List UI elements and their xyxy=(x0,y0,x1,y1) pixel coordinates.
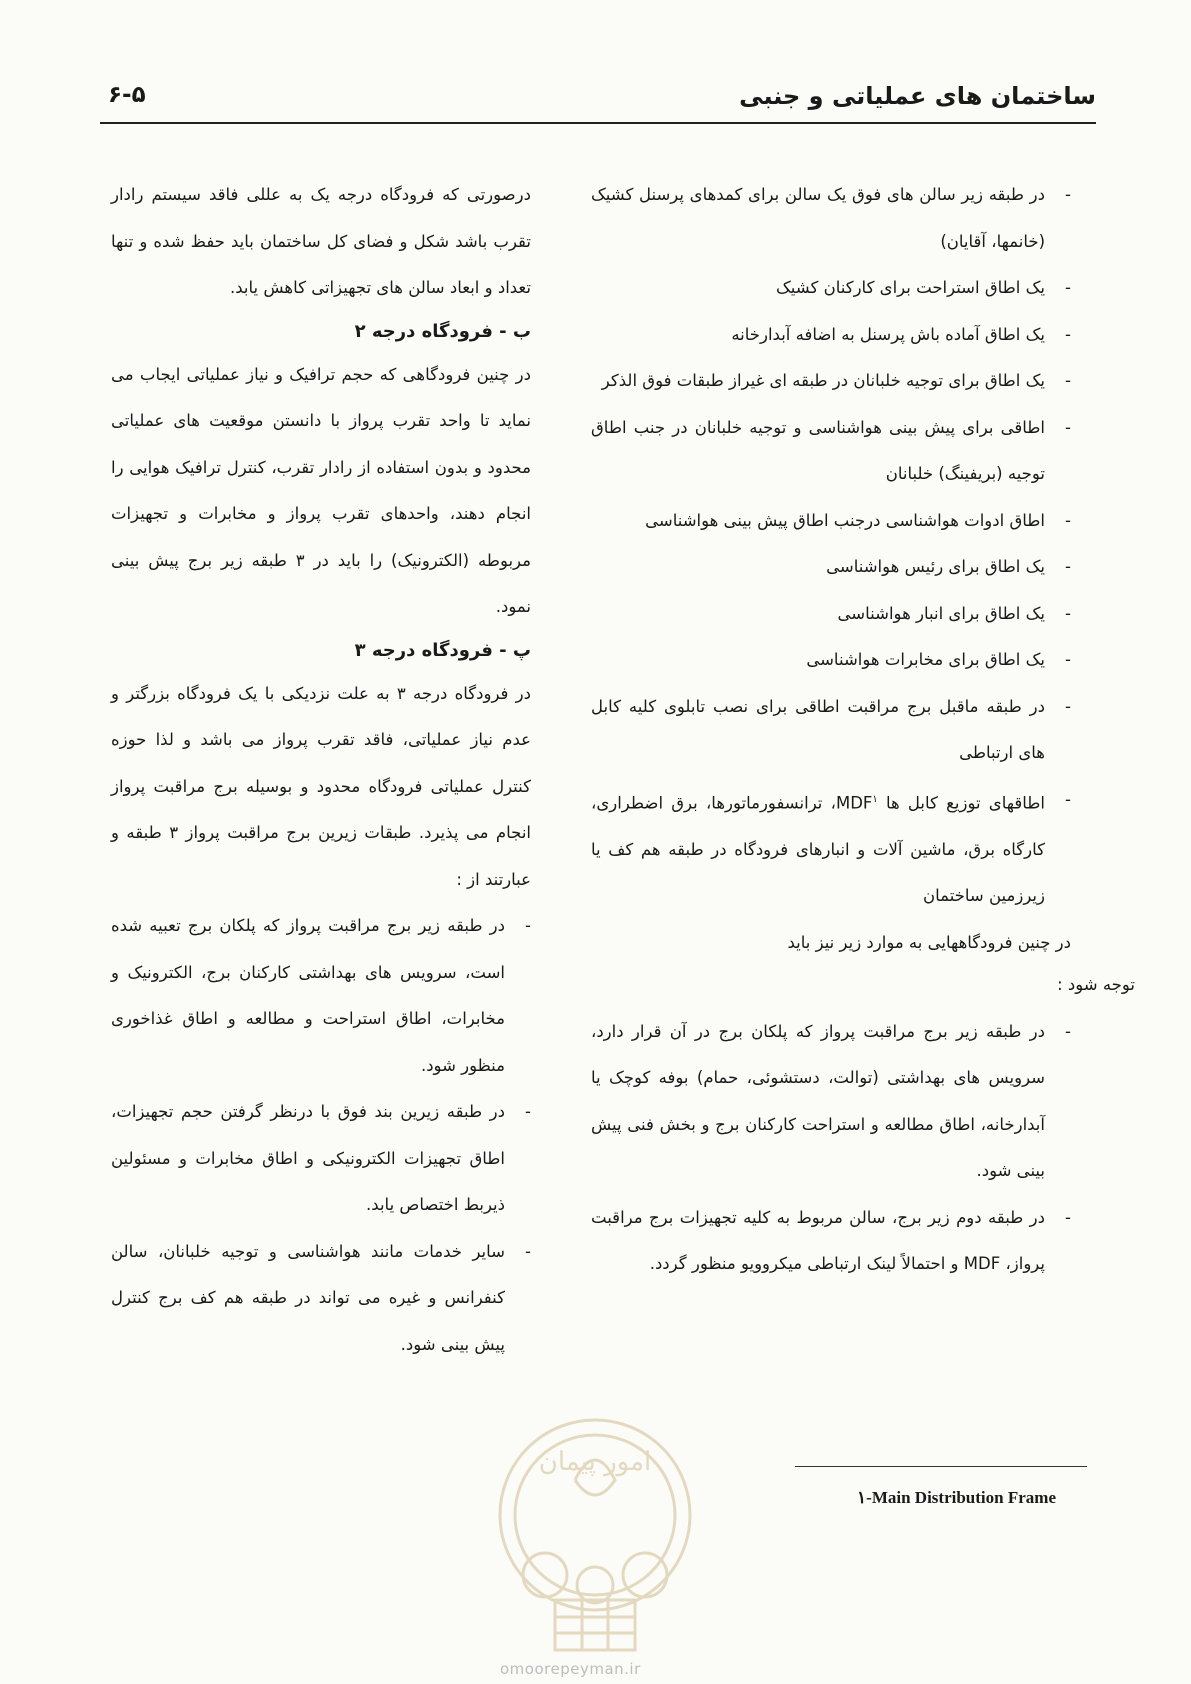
page-header xyxy=(100,78,1096,124)
list-item: - در طبقه ماقبل برج مراقبت اطاقی برای نصب تابلوی کلیه کابل های ارتباطی xyxy=(591,684,1071,777)
list-item: - یک اطاق برای مخابرات هواشناسی xyxy=(591,637,1071,684)
list-item: - اطاقی برای پیش بینی هواشناسی و توجیه خلبانان در جنب اطاق توجیه (بریفینگ) خلبانان xyxy=(591,405,1071,498)
chapter-title: ساختمان های عملیاتی و جنبی xyxy=(739,82,1096,110)
list-item: - در طبقه زیر برج مراقبت پرواز که پلکان برج تعبیه شده است، سرویس های بهداشتی کارکنان برج، الکترونیک و مخابرات، اطاق استراحت و مطالعه و اطاق غذاخوری منظور شود. xyxy=(111,903,531,1089)
list-item: - در طبقه دوم زیر برج، سالن مربوط به کلیه تجهیزات برج مراقبت پرواز، MDF و احتمالاً لینک ارتباطی میکروویو منظور گردد. xyxy=(591,1195,1071,1288)
section-heading: پ - فرودگاه درجه ۳ xyxy=(354,639,531,661)
list-item: - در طبقه زیر برج مراقبت پرواز که پلکان برج در آن قرار دارد، سرویس های بهداشتی (توالت، دستشوئی، حمام) بوفه کوچک یا آبدارخانه، اطاق مطالعه و استراحت کارکنان برج و بخش فنی پیش بینی شود. xyxy=(591,1009,1071,1195)
watermark-seal-text: امور پیمان xyxy=(538,1447,652,1477)
list-item: - اطاق ادوات هواشناسی درجنب اطاق پیش بینی هواشناسی xyxy=(591,498,1071,545)
list-item: - یک اطاق برای انبار هواشناسی xyxy=(591,591,1071,638)
mdf-text-after: ، ترانسفورماتورها، برق اضطراری، کارگاه برق، ماشین آلات و انبارهای فرودگاه در طبقه هم کف یا زیرزمین ساختمان xyxy=(591,793,1045,905)
right-column xyxy=(591,172,1135,1288)
watermark-url: omoorepeyman.ir xyxy=(500,1660,641,1678)
footnote-divider xyxy=(795,1466,1087,1467)
page-number: ۶-۵ xyxy=(108,82,146,108)
mdf-text-before: اطاقهای توزیع کابل ها MDF xyxy=(835,793,1045,812)
footnote: ۱-Main Distribution Frame xyxy=(857,1488,1056,1507)
list-item-mdf xyxy=(591,777,1071,920)
section-heading: ب - فرودگاه درجه ۲ xyxy=(354,320,531,342)
list-item: - در طبقه زیر سالن های فوق یک سالن برای کمدهای پرسنل کشیک (خانمها، آقایان) xyxy=(591,172,1071,265)
list-item: - یک اطاق استراحت برای کارکنان کشیک xyxy=(591,265,1071,312)
note-paragraph-end: توجه شود : xyxy=(1057,975,1135,994)
watermark-seal-icon xyxy=(485,1410,705,1660)
footnote-marker: ۱ xyxy=(872,793,878,805)
list-item: - در طبقه زیرین بند فوق با درنظر گرفتن حجم تجهیزات، اطاق تجهیزات الکترونیکی و اطاق مخابرات و مسئولین ذیربط اختصاص یابد. xyxy=(111,1089,531,1229)
left-column xyxy=(111,172,531,1368)
list-item: - یک اطاق برای توجیه خلبانان در طبقه ای غیراز طبقات فوق الذکر xyxy=(591,358,1071,405)
list-item: - یک اطاق برای رئیس هواشناسی xyxy=(591,544,1071,591)
section-paragraph: در چنین فرودگاهی که حجم ترافیک و نیاز عملیاتی ایجاب می نماید تا واحد تقرب پرواز با دانستن موقعیت های عملیاتی محدود و بدون استفاده از رادار تقرب، کنترل ترافیک هوایی را انجام دهند، واحدهای تقرب پرواز و مخابرات و تجهیزات مربوطه (الکترونیک) را باید در ۳ طبقه زیر برج پیش بینی نمود. xyxy=(111,364,531,616)
section-paragraph: در فرودگاه درجه ۳ به علت نزدیکی با یک فرودگاه بزرگتر و عدم نیاز عملیاتی، فاقد تقرب پرواز می باشد و لذا حوزه کنترل عملیاتی فرودگاه محدود و بوسیله برج مراقبت پرواز انجام می پذیرد. طبقات زیرین برج مراقبت پرواز ۳ طبقه و عبارتند از : xyxy=(111,683,532,889)
note-paragraph: در چنین فرودگاههایی به موارد زیر نیز باید xyxy=(787,932,1071,952)
list-item: - سایر خدمات مانند هواشناسی و توجیه خلبانان، سالن کنفرانس و غیره می تواند در طبقه هم کف برج کنترل پیش بینی شود. xyxy=(111,1229,531,1369)
list-item: - یک اطاق آماده باش پرسنل به اضافه آبدارخانه xyxy=(591,312,1071,359)
intro-paragraph: درصورتی که فرودگاه درجه یک به عللی فاقد سیستم رادار تقرب باشد شکل و فضای کل ساختمان باید حفظ شده و تنها تعداد و ابعاد سالن های تجهیزاتی کاهش یابد. xyxy=(111,185,531,297)
